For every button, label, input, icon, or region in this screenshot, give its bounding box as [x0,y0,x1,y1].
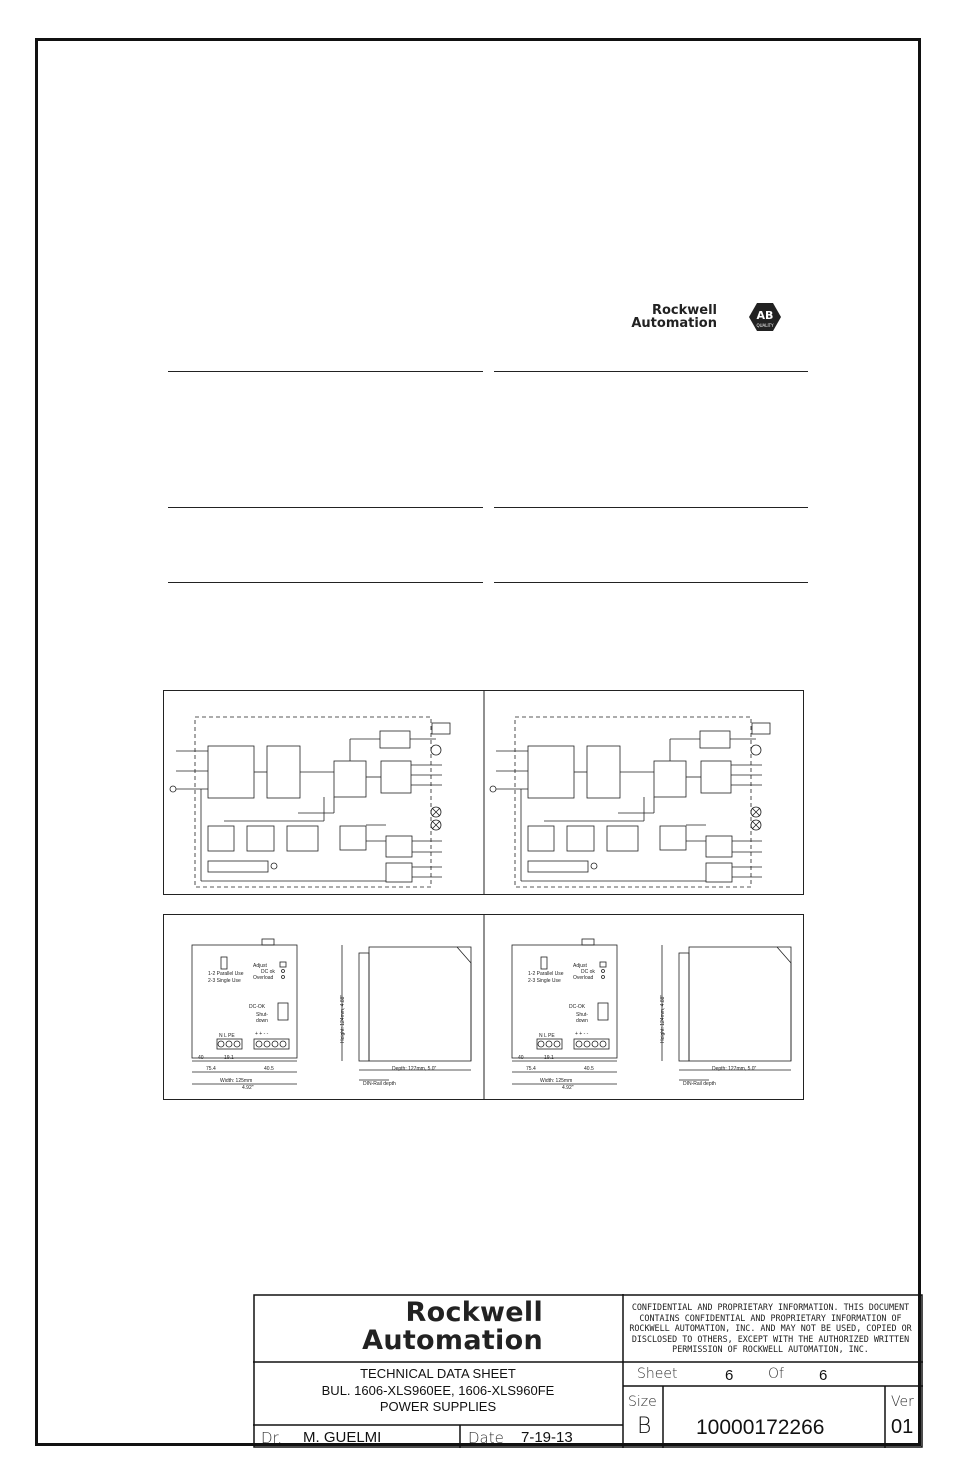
rule-1b [494,371,808,372]
svg-text:AB: AB [756,309,774,322]
rockwell-logo-title-block [333,1299,543,1355]
svg-text:Overload: Overload [253,975,274,981]
logo-line2: Automation [631,316,717,331]
svg-text:N L PE: N L PE [219,1033,235,1039]
date-label: Date [468,1429,504,1447]
document-title [253,1366,623,1416]
of-label: Of [768,1366,784,1382]
date-value: 7-19-13 [521,1429,573,1446]
svg-text:Shut-: Shut- [256,1012,268,1018]
dimension-drawing-panel [163,914,804,1100]
rule-2a [168,507,483,508]
drawn-by-label: Dr. [261,1429,283,1447]
svg-text:1-2 Parallel Use: 1-2 Parallel Use [208,971,244,977]
svg-text:DC-OK: DC-OK [249,1004,266,1010]
block-diagram-panel [163,690,804,895]
rule-2b [494,507,808,508]
rockwell-logo-top [605,304,717,330]
title-line3: POWER SUPPLIES [379,1399,497,1414]
svg-text:Width: 125mm: Width: 125mm [220,1078,253,1084]
drawn-by-value: M. GUELMI [303,1429,382,1446]
svg-text:Depth: 127mm, 5.0": Depth: 127mm, 5.0" [392,1066,437,1072]
sheet-value: 6 [725,1367,734,1384]
svg-text:down: down [256,1018,268,1024]
size-label: Size [628,1394,657,1410]
document-number: 10000172266 [696,1416,825,1439]
size-value: B [637,1414,652,1439]
rule-3a [168,582,483,583]
svg-text:DIN-Rail depth: DIN-Rail depth [363,1081,396,1087]
svg-text:2-3 Single Use: 2-3 Single Use [208,978,241,984]
svg-text:75.4: 75.4 [206,1066,216,1072]
tb-logo-line1: Rockwell [405,1297,543,1328]
confidential-notice: CONFIDENTIAL AND PROPRIETARY INFORMATION. THIS DOCUMENT CONTAINS CONFIDENTIAL AND PROPRIETARY INFORMATION OF ROCKWELL AUTOMATION, INC. AND MAY NOT BE USED, COPIED OR DISCLOSED TO OTHERS, EXCEPT WITH THE AUTHORIZED WRITTEN PERMISSION OF ROCKWELL AUTOMATION, INC. [629,1302,912,1354]
logo-line1: Rockwell [651,303,717,318]
dimension-drawing-left [192,939,471,1091]
svg-text:40: 40 [198,1055,204,1061]
title-block [253,1294,923,1448]
svg-text:19.1: 19.1 [224,1055,234,1061]
svg-text:+ + - -: + + - - [255,1031,269,1037]
ver-value: 01 [891,1416,914,1438]
svg-text:40.5: 40.5 [264,1066,274,1072]
sheet-label: Sheet [637,1366,678,1382]
rule-1a [168,371,483,372]
title-line1: TECHNICAL DATA SHEET [360,1366,516,1381]
tb-logo-line2: Automation [362,1325,543,1356]
ver-label: Ver [891,1394,914,1410]
ab-quality-badge-icon [748,302,782,332]
svg-text:DC ok: DC ok [261,969,275,975]
svg-text:Height: 124mm, 4.88": Height: 124mm, 4.88" [340,994,346,1043]
of-value: 6 [819,1367,828,1384]
svg-text:QUALITY: QUALITY [756,323,774,328]
block-diagrams [164,691,803,894]
dimension-drawings [164,915,803,1099]
rule-3b [494,582,808,583]
title-line2: BUL. 1606-XLS960EE, 1606-XLS960FE [321,1382,555,1398]
svg-text:Adjust: Adjust [253,963,267,969]
svg-text:4.92": 4.92" [242,1085,254,1091]
